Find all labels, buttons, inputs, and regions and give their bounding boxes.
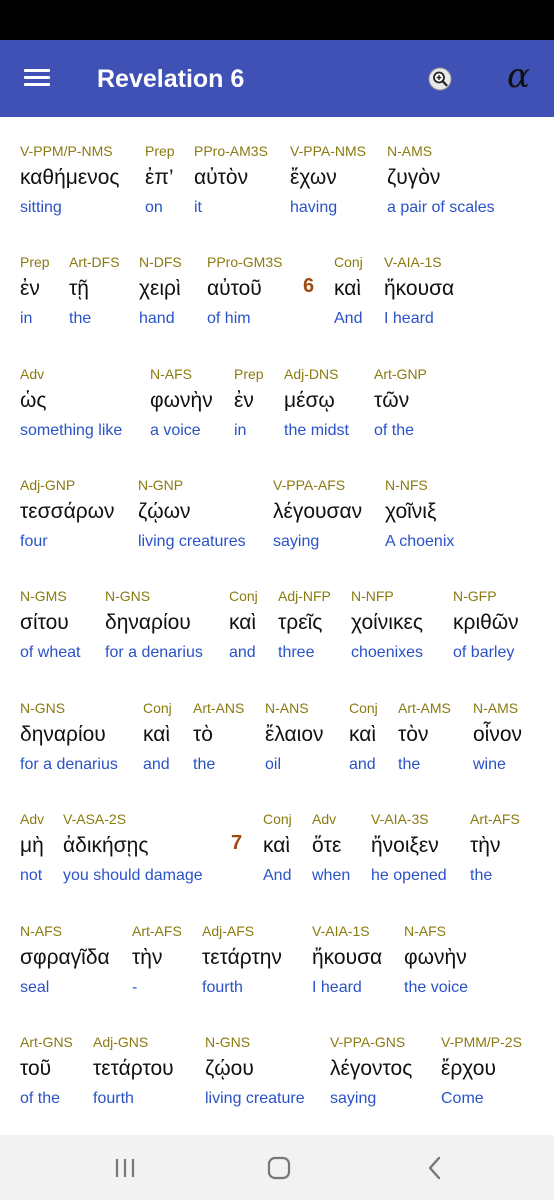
word-block: [69, 252, 120, 330]
word-block: [20, 252, 50, 330]
word-block: [371, 809, 447, 887]
greek-word: ζυγὸν: [387, 166, 441, 189]
greek-word: αὐτὸν: [194, 166, 249, 189]
word-block: [349, 698, 378, 776]
greek-word: τῇ: [69, 277, 89, 300]
english-gloss[interactable]: I heard: [384, 310, 434, 327]
parsing-code: N-AMS: [387, 143, 433, 159]
word-block: [205, 1032, 305, 1110]
greek-word: ὅτε: [312, 834, 342, 857]
verse-row: [0, 674, 554, 773]
greek-word: λέγουσαν: [273, 500, 363, 523]
parsing-code: N-NFP: [351, 588, 394, 604]
greek-word: ἤκουσα: [312, 946, 383, 969]
parsing-code: Art-GNP: [374, 366, 427, 382]
english-gloss[interactable]: saying: [273, 533, 320, 550]
word-block: [145, 141, 175, 219]
parsing-code: Adj-GNP: [20, 477, 76, 493]
parsing-code: N-ANS: [265, 700, 309, 716]
parsing-code: N-GFP: [453, 588, 497, 604]
greek-word: ἔρχου: [441, 1057, 496, 1080]
parsing-code: V-AIA-3S: [371, 811, 429, 827]
english-gloss[interactable]: of the: [374, 422, 415, 439]
greek-word: δηναρίου: [20, 723, 106, 746]
verse-row: [0, 117, 554, 216]
greek-word: δηναρίου: [105, 611, 191, 634]
parsing-code: Conj: [263, 811, 292, 827]
english-gloss[interactable]: a pair of scales: [387, 199, 495, 216]
verse-row: [0, 785, 554, 884]
greek-word: τὸ: [193, 723, 213, 746]
english-gloss[interactable]: the: [470, 867, 493, 884]
english-gloss[interactable]: of barley: [453, 644, 515, 661]
word-block: [385, 475, 454, 553]
recents-icon[interactable]: [110, 1155, 140, 1181]
verse-number[interactable]: 7: [231, 832, 243, 854]
parsing-code: N-GNS: [205, 1034, 251, 1050]
english-gloss[interactable]: you should damage: [63, 867, 203, 884]
english-gloss[interactable]: four: [20, 533, 48, 550]
english-gloss[interactable]: living creature: [205, 1090, 305, 1107]
word-block: [473, 698, 522, 776]
parsing-code: Conj: [143, 700, 172, 716]
greek-word: ἐπ’: [145, 166, 174, 189]
word-block: [139, 252, 182, 330]
word-block: [202, 921, 282, 999]
word-block: [278, 586, 331, 664]
parsing-code: Adj-AFS: [202, 923, 255, 939]
english-gloss[interactable]: he opened: [371, 867, 447, 884]
word-block: [138, 475, 246, 553]
word-block: [105, 586, 203, 664]
page-title: Revelation 6: [97, 65, 245, 93]
verse-row: [0, 562, 554, 661]
word-block: [273, 475, 362, 553]
parsing-code: N-GMS: [20, 588, 67, 604]
greek-word: χοῖνιξ: [385, 500, 437, 523]
word-block: [193, 698, 244, 776]
english-gloss[interactable]: living creatures: [138, 533, 246, 550]
english-gloss[interactable]: A choenix: [385, 533, 455, 550]
english-gloss[interactable]: seal: [20, 979, 50, 996]
word-block: [374, 364, 427, 442]
word-block: [284, 364, 349, 442]
parsing-code: Prep: [145, 143, 175, 159]
parsing-code: Prep: [20, 254, 50, 270]
greek-word: τοῦ: [20, 1057, 52, 1080]
word-block: [20, 921, 110, 999]
word-block: [453, 586, 519, 664]
parsing-code: N-AFS: [20, 923, 62, 939]
parsing-code: Art-ANS: [193, 700, 245, 716]
word-block: [20, 475, 115, 553]
greek-word: καὶ: [143, 723, 171, 746]
parsing-code: Adv: [20, 811, 45, 827]
english-gloss[interactable]: fourth: [202, 979, 243, 996]
parsing-code: N-AFS: [150, 366, 192, 382]
word-block: [229, 586, 258, 664]
word-block: [93, 1032, 174, 1110]
word-block: [132, 921, 182, 999]
parsing-code: Art-AFS: [470, 811, 520, 827]
word-block: [20, 809, 44, 887]
system-navigation-bar: [0, 1135, 554, 1200]
word-block: [290, 141, 366, 219]
english-gloss[interactable]: a voice: [150, 422, 201, 439]
word-block: [207, 252, 282, 330]
greek-word: αὐτοῦ: [207, 277, 262, 300]
greek-word: ὡς: [20, 389, 47, 412]
parsing-code: N-GNS: [20, 700, 66, 716]
english-gloss[interactable]: and: [143, 756, 170, 773]
home-icon[interactable]: [264, 1155, 294, 1181]
english-gloss[interactable]: the: [398, 756, 421, 773]
parsing-code: Conj: [334, 254, 363, 270]
greek-word: σφραγῖδα: [20, 946, 110, 969]
word-block: [441, 1032, 522, 1110]
greek-word: τὴν: [132, 946, 163, 969]
word-block: [20, 364, 122, 442]
alpha-button[interactable]: α: [507, 56, 530, 96]
verse-row: [0, 340, 554, 439]
word-block: [334, 252, 363, 330]
greek-word: καὶ: [263, 834, 291, 857]
greek-word: τεσσάρων: [20, 500, 115, 523]
greek-word: ζῴου: [205, 1057, 254, 1080]
app-bar: [0, 40, 554, 117]
interlinear-content: [0, 117, 554, 1135]
greek-word: τὴν: [470, 834, 501, 857]
english-gloss[interactable]: fourth: [93, 1090, 134, 1107]
word-block: [330, 1032, 412, 1110]
english-gloss[interactable]: oil: [265, 756, 282, 773]
word-block: [194, 141, 268, 219]
word-block: [351, 586, 423, 664]
word-block: [404, 921, 468, 999]
parsing-code: Art-DFS: [69, 254, 120, 270]
english-gloss[interactable]: the: [69, 310, 92, 327]
parsing-code: Adv: [20, 366, 45, 382]
english-gloss[interactable]: not: [20, 867, 43, 884]
menu-icon[interactable]: [22, 65, 52, 91]
status-bar: [0, 0, 554, 40]
word-block: [470, 809, 520, 887]
english-gloss[interactable]: something like: [20, 422, 123, 439]
greek-word: τὸν: [398, 723, 429, 746]
english-gloss[interactable]: in: [20, 310, 33, 327]
english-gloss[interactable]: of him: [207, 310, 251, 327]
word-block: [63, 809, 203, 887]
word-block: [150, 364, 213, 442]
parsing-code: PPro-AM3S: [194, 143, 268, 159]
word-block: [20, 698, 118, 776]
parsing-code: V-PPA-NMS: [290, 143, 366, 159]
parsing-code: V-AIA-1S: [384, 254, 442, 270]
greek-word: καθήμενος: [20, 166, 120, 189]
greek-word: χοίνικες: [351, 611, 423, 634]
english-gloss[interactable]: And: [263, 867, 292, 884]
greek-word: ἐν: [20, 277, 40, 300]
english-gloss[interactable]: saying: [330, 1090, 377, 1107]
parsing-code: N-GNP: [138, 477, 184, 493]
english-gloss[interactable]: it: [194, 199, 202, 216]
parsing-code: Conj: [229, 588, 258, 604]
english-gloss[interactable]: for a denarius: [20, 756, 118, 773]
parsing-code: Prep: [234, 366, 264, 382]
greek-word: τῶν: [374, 389, 410, 412]
greek-word: λέγοντος: [330, 1057, 413, 1080]
english-gloss[interactable]: the: [193, 756, 216, 773]
parsing-code: N-AFS: [404, 923, 446, 939]
parsing-code: V-PPA-AFS: [273, 477, 346, 493]
greek-word: κριθῶν: [453, 611, 519, 634]
parsing-code: Adj-DNS: [284, 366, 339, 382]
parsing-code: Adj-NFP: [278, 588, 331, 604]
word-block: [312, 921, 382, 999]
parsing-code: N-NFS: [385, 477, 428, 493]
parsing-code: Art-AFS: [132, 923, 182, 939]
english-gloss[interactable]: and: [229, 644, 256, 661]
word-block: [312, 809, 350, 887]
parsing-code: V-PPA-GNS: [330, 1034, 406, 1050]
word-block: [398, 698, 451, 776]
english-gloss[interactable]: -: [132, 979, 138, 996]
english-gloss[interactable]: having: [290, 199, 338, 216]
word-block: [20, 141, 120, 219]
zoom-in-icon[interactable]: [428, 67, 452, 91]
greek-word: μέσῳ: [284, 389, 335, 412]
greek-word: τετάρτην: [202, 946, 282, 969]
word-block: [20, 586, 80, 664]
word-block: [265, 698, 324, 776]
greek-word: φωνὴν: [150, 389, 213, 412]
greek-word: μὴ: [20, 834, 44, 857]
parsing-code: V-AIA-1S: [312, 923, 370, 939]
greek-word: ἔχων: [290, 166, 337, 189]
back-icon[interactable]: [420, 1155, 450, 1181]
greek-word: καὶ: [334, 277, 362, 300]
parsing-code: N-GNS: [105, 588, 151, 604]
greek-word: ζῴων: [138, 500, 191, 523]
parsing-code: PPro-GM3S: [207, 254, 283, 270]
parsing-code: Art-AMS: [398, 700, 451, 716]
greek-word: τρεῖς: [278, 611, 323, 634]
english-gloss[interactable]: three: [278, 644, 315, 661]
greek-word: φωνὴν: [404, 946, 467, 969]
english-gloss[interactable]: when: [312, 867, 351, 884]
parsing-code: V-ASA-2S: [63, 811, 127, 827]
verse-row: [0, 1008, 554, 1107]
english-gloss[interactable]: and: [349, 756, 376, 773]
greek-word: ἤκουσα: [384, 277, 455, 300]
parsing-code: Conj: [349, 700, 378, 716]
parsing-code: N-DFS: [139, 254, 182, 270]
word-block: [387, 141, 495, 219]
english-gloss[interactable]: of the: [20, 1090, 61, 1107]
word-block: [234, 364, 264, 442]
english-gloss[interactable]: choenixes: [351, 644, 424, 661]
greek-word: τετάρτου: [93, 1057, 174, 1080]
english-gloss[interactable]: for a denarius: [105, 644, 203, 661]
english-gloss[interactable]: the midst: [284, 422, 349, 439]
english-gloss[interactable]: Come: [441, 1090, 484, 1107]
word-block: [20, 1032, 73, 1110]
parsing-code: N-AMS: [473, 700, 519, 716]
english-gloss[interactable]: in: [234, 422, 247, 439]
english-gloss[interactable]: the voice: [404, 979, 469, 996]
greek-word: οἶνον: [473, 723, 523, 746]
greek-word: ἔλαιον: [265, 723, 324, 746]
greek-word: ἤνοιξεν: [371, 834, 439, 857]
greek-word: ἐν: [234, 389, 254, 412]
verse-number[interactable]: 6: [303, 275, 315, 297]
word-block: [263, 809, 292, 887]
parsing-code: Art-GNS: [20, 1034, 73, 1050]
greek-word: ἀδικήσῃς: [63, 834, 149, 857]
english-gloss[interactable]: hand: [139, 310, 175, 327]
parsing-code: Adj-GNS: [93, 1034, 149, 1050]
english-gloss[interactable]: on: [145, 199, 163, 216]
parsing-code: Adv: [312, 811, 337, 827]
greek-word: καὶ: [349, 723, 377, 746]
english-gloss[interactable]: I heard: [312, 979, 362, 996]
word-block: [143, 698, 172, 776]
english-gloss[interactable]: And: [334, 310, 363, 327]
verse-row: [0, 451, 554, 550]
greek-word: χειρὶ: [139, 277, 181, 300]
parsing-code: V-PMM/P-2S: [441, 1034, 522, 1050]
verse-row: [0, 228, 554, 327]
greek-word: καὶ: [229, 611, 257, 634]
english-gloss[interactable]: sitting: [20, 199, 62, 216]
word-block: [384, 252, 454, 330]
english-gloss[interactable]: of wheat: [20, 644, 81, 661]
greek-word: σίτου: [20, 611, 69, 634]
english-gloss[interactable]: wine: [473, 756, 506, 773]
verse-row: [0, 897, 554, 996]
parsing-code: V-PPM/P-NMS: [20, 143, 113, 159]
